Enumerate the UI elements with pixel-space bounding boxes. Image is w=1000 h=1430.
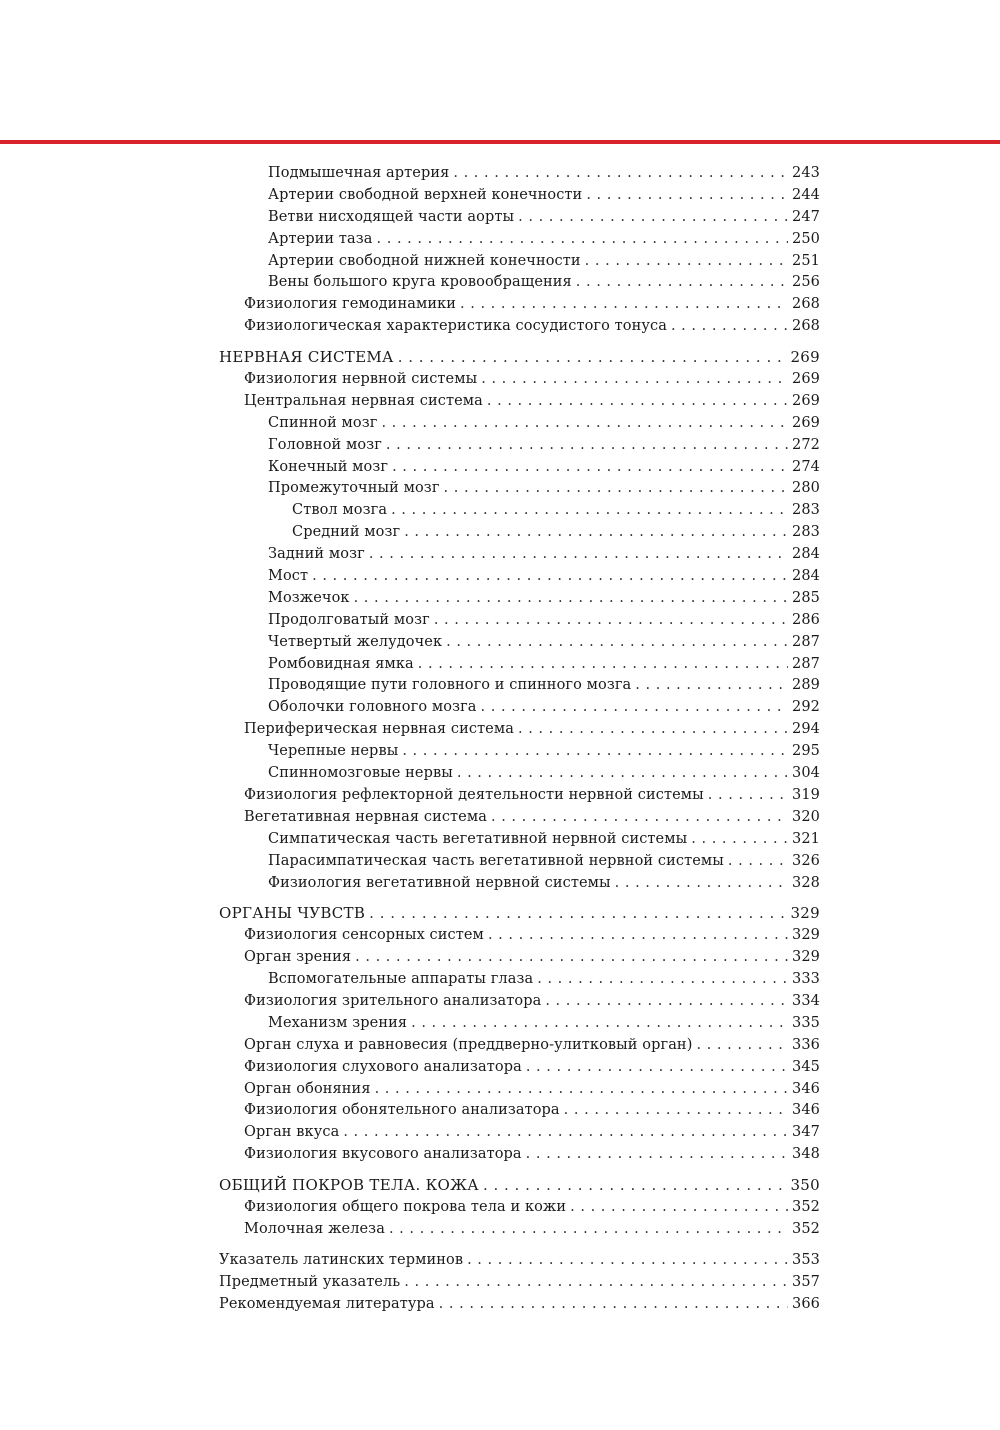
toc-page-number: 329 [792, 927, 820, 944]
toc-page-number: 328 [792, 874, 820, 891]
toc-page-number: 250 [792, 230, 820, 247]
toc-entry[interactable] [219, 719, 820, 741]
dot-leader [481, 369, 788, 391]
toc-entry[interactable] [219, 391, 820, 413]
toc-entry[interactable] [219, 207, 820, 229]
toc-entry-title: Физиологическая характеристика сосудистого тонуса [244, 318, 667, 335]
toc-entry-title: Спинной мозг [268, 414, 378, 431]
toc-entry-title: Оболочки головного мозга [268, 699, 477, 716]
dot-leader [411, 1013, 788, 1035]
toc-entry[interactable] [219, 478, 820, 500]
toc-entry[interactable] [219, 697, 820, 719]
toc-entry[interactable] [219, 1100, 820, 1122]
dot-leader [439, 1294, 788, 1316]
toc-entry-title: Мост [268, 568, 309, 585]
toc-entry[interactable] [219, 654, 820, 676]
toc-entry-title: Физиология рефлекторной деятельности нервной системы [244, 786, 704, 803]
dot-leader [386, 435, 788, 457]
toc-page-number: 348 [792, 1146, 820, 1163]
toc-page-number: 287 [792, 633, 820, 650]
toc-entry[interactable] [219, 1057, 820, 1079]
toc-entry-title: Головной мозг [268, 436, 382, 453]
dot-leader [460, 294, 788, 316]
toc-entry-title: Артерии таза [268, 230, 373, 247]
dot-leader [446, 632, 788, 654]
dot-leader [398, 347, 787, 369]
toc-page-number: 289 [792, 677, 820, 694]
toc-entry-title: Мозжечок [268, 589, 350, 606]
toc-page-number: 268 [792, 296, 820, 313]
toc-entry-title: Подмышечная артерия [268, 165, 450, 181]
toc-entry-title: Орган вкуса [244, 1124, 340, 1141]
toc-entry[interactable] [219, 1079, 820, 1101]
toc-entry-title: Средний мозг [292, 524, 401, 541]
dot-leader [564, 1100, 788, 1122]
dot-leader [377, 229, 788, 251]
toc-entry[interactable] [219, 829, 820, 851]
toc-entry[interactable] [219, 522, 820, 544]
toc-entry-title: Физиология нервной системы [244, 371, 478, 388]
dot-leader [585, 251, 788, 273]
toc-page-number: 283 [792, 524, 820, 541]
toc-entry-title: Орган зрения [244, 949, 352, 966]
dot-leader [691, 829, 788, 851]
dot-leader [491, 807, 788, 829]
toc-page-number: 329 [792, 949, 820, 966]
toc-entry[interactable] [219, 873, 820, 895]
toc-entry[interactable] [219, 1035, 820, 1057]
red-header-rule [0, 140, 1000, 144]
toc-page-number: 352 [792, 1220, 820, 1237]
dot-leader [404, 1272, 788, 1294]
toc-page-number: 287 [792, 655, 820, 672]
toc-entry-title: Физиология зрительного анализатора [244, 992, 542, 1009]
toc-entry[interactable] [219, 969, 820, 991]
dot-leader [369, 544, 788, 566]
toc-page-number: 320 [792, 808, 820, 825]
toc-page-number: 304 [792, 765, 820, 782]
toc-entry-title: Физиология вкусового анализатора [244, 1146, 522, 1163]
toc-page-number: 256 [792, 274, 820, 291]
dot-leader [483, 1175, 787, 1197]
dot-leader [369, 903, 786, 925]
dot-leader [518, 207, 788, 229]
toc-page-number: 346 [792, 1080, 820, 1097]
dot-leader [526, 1057, 788, 1079]
toc-entry[interactable] [219, 851, 820, 873]
dot-leader [545, 991, 788, 1013]
dot-leader [708, 785, 788, 807]
toc-page-number: 353 [792, 1251, 820, 1268]
toc-entry-title: Промежуточный мозг [268, 480, 440, 497]
toc-entry-title: Продолговатый мозг [268, 611, 430, 628]
dot-leader [389, 1219, 788, 1241]
toc-entry[interactable] [219, 1013, 820, 1035]
toc-entry-title: Вены большого круга кровообращения [268, 274, 572, 291]
toc-page-number: 292 [792, 699, 820, 716]
dot-leader [392, 457, 788, 479]
dot-leader [343, 1122, 788, 1144]
toc-page-number: 247 [792, 208, 820, 225]
toc-page-number: 268 [792, 318, 820, 335]
toc-entry-title: Механизм зрения [268, 1014, 408, 1031]
toc-entry[interactable] [219, 632, 820, 654]
toc-entry[interactable] [219, 163, 820, 185]
dot-leader [570, 1197, 788, 1219]
toc-page-number: 352 [792, 1198, 820, 1215]
toc-entry[interactable] [219, 785, 820, 807]
toc-entry[interactable] [219, 741, 820, 763]
dot-leader [312, 566, 788, 588]
dot-leader [434, 610, 788, 632]
toc-page-number: 269 [790, 348, 820, 367]
dot-leader [671, 316, 788, 338]
toc-entry-title: Физиология слухового анализатора [244, 1058, 522, 1075]
toc-section-heading[interactable] [219, 1175, 820, 1197]
toc-page-number: 244 [792, 186, 820, 203]
toc-entry-title: Артерии свободной верхней конечности [268, 186, 583, 203]
toc-page-number: 295 [792, 743, 820, 760]
toc-entry-title: Физиология гемодинамики [244, 296, 457, 313]
toc-page-number: 329 [790, 904, 820, 923]
dot-leader [696, 1035, 788, 1057]
toc-entry-title: Молочная железа [244, 1220, 385, 1237]
toc-page-number: 333 [792, 971, 820, 988]
toc-section-heading[interactable] [219, 347, 820, 369]
dot-leader [481, 697, 788, 719]
dot-leader [615, 873, 788, 895]
toc-page-number: 334 [792, 992, 820, 1009]
toc-entry[interactable] [219, 435, 820, 457]
toc-entry[interactable] [219, 1122, 820, 1144]
toc-page-number: 347 [792, 1124, 820, 1141]
toc-entry-title: Периферическая нервная система [244, 721, 514, 738]
toc-entry[interactable] [219, 566, 820, 588]
toc-entry[interactable] [219, 413, 820, 435]
dot-leader [355, 947, 788, 969]
dot-leader [444, 478, 788, 500]
dot-leader [354, 588, 788, 610]
toc-entry[interactable] [219, 588, 820, 610]
toc-page-number: 274 [792, 458, 820, 475]
toc-entry-title: Ромбовидная ямка [268, 655, 414, 672]
toc-section-heading[interactable] [219, 903, 820, 925]
toc-page-number: 357 [792, 1273, 820, 1290]
toc-entry-title: Вспомогательные аппараты глаза [268, 971, 534, 988]
toc-entry[interactable] [219, 1219, 820, 1241]
toc-page-number: 269 [792, 414, 820, 431]
toc-page-number: 269 [792, 371, 820, 388]
toc-entry-title: Парасимпатическая часть вегетативной нервной системы [268, 852, 724, 869]
dot-leader [375, 1079, 788, 1101]
toc-entry[interactable] [219, 272, 820, 294]
toc-entry-title: Проводящие пути головного и спинного мозга [268, 677, 632, 694]
toc-page-number: 272 [792, 436, 820, 453]
dot-leader [453, 163, 788, 185]
toc-page-number: 345 [792, 1058, 820, 1075]
toc-page-number: 286 [792, 611, 820, 628]
toc-entry-title: Конечный мозг [268, 458, 389, 475]
toc-entry[interactable] [219, 1294, 820, 1316]
toc-entry-title: Артерии свободной нижней конечности [268, 252, 581, 269]
toc-entry-title: Предметный указатель [219, 1273, 401, 1290]
toc-entry[interactable] [219, 185, 820, 207]
dot-leader [467, 1250, 788, 1272]
toc-entry-title: Задний мозг [268, 546, 365, 563]
toc-entry-title: Ветви нисходящей части аорты [268, 208, 515, 225]
toc-page-number: 350 [790, 1176, 820, 1195]
toc-entry[interactable] [219, 500, 820, 522]
toc-entry[interactable] [219, 1250, 820, 1272]
toc-page-number: 280 [792, 480, 820, 497]
toc-entry[interactable] [219, 807, 820, 829]
toc-page-number: 366 [792, 1295, 820, 1312]
toc-entry-title: Физиология обонятельного анализатора [244, 1102, 560, 1119]
dot-leader [635, 675, 788, 697]
toc-entry[interactable] [219, 610, 820, 632]
toc-page-number: 321 [792, 830, 820, 847]
toc-entry[interactable] [219, 1144, 820, 1166]
toc-entry[interactable] [219, 1272, 820, 1294]
dot-leader [537, 969, 788, 991]
dot-leader [488, 925, 788, 947]
toc-entry[interactable] [219, 763, 820, 785]
toc-entry[interactable] [219, 251, 820, 273]
toc-entry-title: Физиология сенсорных систем [244, 927, 484, 944]
dot-leader [457, 763, 788, 785]
dot-leader [526, 1144, 788, 1166]
toc-page-number: 283 [792, 502, 820, 519]
toc-entry[interactable] [219, 925, 820, 947]
dot-leader [487, 391, 788, 413]
toc-entry[interactable] [219, 229, 820, 251]
toc-page-number: 269 [792, 392, 820, 409]
toc-page-number: 243 [792, 165, 820, 181]
toc-entry-title: НЕРВНАЯ СИСТЕМА [219, 348, 394, 367]
toc-entry[interactable] [219, 294, 820, 316]
toc-page-number: 319 [792, 786, 820, 803]
dot-leader [391, 500, 788, 522]
toc-page-number: 335 [792, 1014, 820, 1031]
toc-entry[interactable] [219, 947, 820, 969]
toc-entry-title: Рекомендуемая литература [219, 1295, 435, 1312]
toc-entry[interactable] [219, 457, 820, 479]
dot-leader [728, 851, 788, 873]
dot-leader [402, 741, 788, 763]
toc-entry-title: ОРГАНЫ ЧУВСТВ [219, 904, 366, 923]
dot-leader [404, 522, 788, 544]
toc-page-number: 346 [792, 1102, 820, 1119]
table-of-contents [219, 163, 820, 1315]
toc-entry-title: Орган слуха и равновесия (преддверно-улитковый орган) [244, 1036, 693, 1053]
toc-entry-title: ОБЩИЙ ПОКРОВ ТЕЛА. КОЖА [219, 1176, 479, 1195]
toc-entry-title: Четвертый желудочек [268, 633, 443, 650]
toc-page-number: 284 [792, 546, 820, 563]
toc-entry-title: Спинномозговые нервы [268, 765, 453, 782]
dot-leader [418, 654, 788, 676]
toc-page-number: 251 [792, 252, 820, 269]
dot-leader [518, 719, 788, 741]
toc-page-number: 326 [792, 852, 820, 869]
toc-entry-title: Симпатическая часть вегетативной нервной системы [268, 830, 688, 847]
dot-leader [586, 185, 788, 207]
toc-entry[interactable] [219, 316, 820, 338]
toc-entry[interactable] [219, 369, 820, 391]
toc-page-number: 294 [792, 721, 820, 738]
dot-leader [576, 272, 788, 294]
toc-entry-title: Орган обоняния [244, 1080, 371, 1097]
toc-entry[interactable] [219, 991, 820, 1013]
toc-entry-title: Вегетативная нервная система [244, 808, 487, 825]
toc-entry-title: Ствол мозга [292, 502, 388, 519]
dot-leader [381, 413, 788, 435]
toc-entry-title: Физиология общего покрова тела и кожи [244, 1198, 567, 1215]
toc-page-number: 285 [792, 589, 820, 606]
toc-entry[interactable] [219, 544, 820, 566]
toc-entry-title: Черепные нервы [268, 743, 399, 760]
toc-entry[interactable] [219, 1197, 820, 1219]
toc-entry-title: Физиология вегетативной нервной системы [268, 874, 611, 891]
toc-entry-title: Центральная нервная система [244, 392, 483, 409]
toc-entry-title: Указатель латинских терминов [219, 1251, 464, 1268]
toc-page-number: 336 [792, 1036, 820, 1053]
toc-entry[interactable] [219, 675, 820, 697]
toc-page-number: 284 [792, 568, 820, 585]
